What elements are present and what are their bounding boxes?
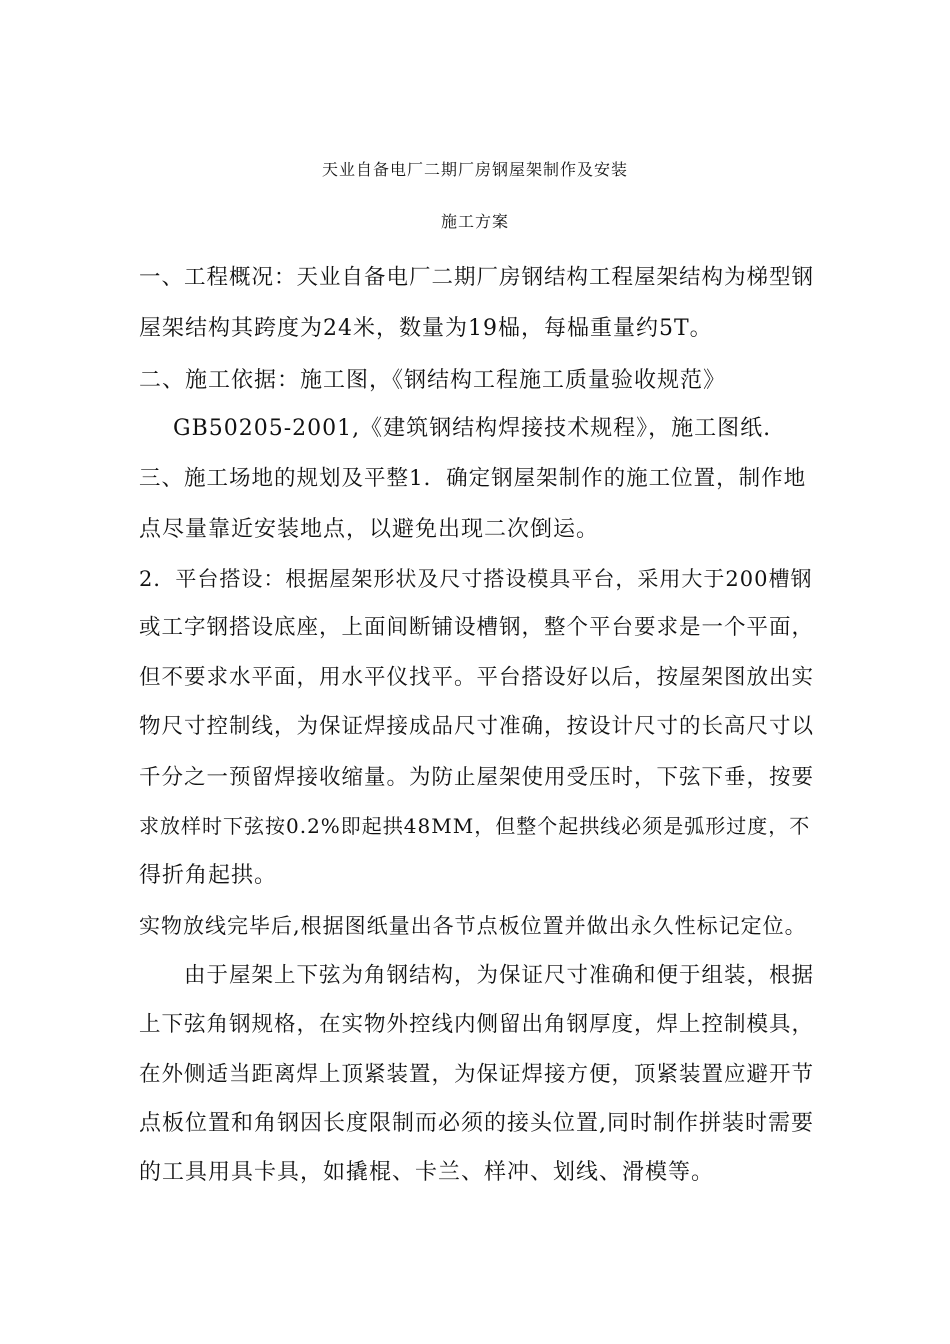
text-line: GB50205-2001,《建筑钢结构焊接技术规程》，施工图纸. bbox=[173, 416, 772, 441]
document-title-line-2: 施工方案 bbox=[440, 212, 509, 231]
text-line: 一、工程概况：天业自备电厂二期厂房钢结构工程屋架结构为梯型钢 bbox=[139, 265, 815, 290]
text-line: 实物放线完毕后,根据图纸量出各节点板位置并做出永久性标记定位。 bbox=[139, 914, 807, 938]
text-line: 上下弦角钢规格，在实物外控线内侧留出角钢厚度，焊上控制模具， bbox=[139, 1012, 815, 1037]
text-line: 得折角起拱。 bbox=[139, 863, 278, 888]
text-line: 物尺寸控制线，为保证焊接成品尺寸准确，按设计尺寸的长高尺寸以 bbox=[139, 714, 815, 739]
text-line: 的工具用具卡具，如撬棍、卡兰、样冲、划线、滑模等。 bbox=[139, 1160, 715, 1185]
text-line: 二、施工依据：施工图，《钢结构工程施工质量验收规范》 bbox=[139, 368, 727, 393]
text-line: 求放样时下弦按0.2%即起拱48MM，但整个起拱线必须是弧形过度，不 bbox=[139, 814, 811, 838]
text-line: 但不要求水平面，用水平仪找平。平台搭设好以后，按屋架图放出实 bbox=[139, 665, 815, 690]
text-line: 点尽量靠近安装地点，以避免出现二次倒运。 bbox=[139, 517, 600, 542]
document-title-line-1: 天业自备电厂二期厂房钢屋架制作及安装 bbox=[321, 160, 628, 179]
text-line: 或工字钢搭设底座，上面间断铺设槽钢，整个平台要求是一个平面， bbox=[139, 615, 815, 640]
text-line: 在外侧适当距离焊上顶紧装置，为保证焊接方便，顶紧装置应避开节 bbox=[139, 1062, 815, 1087]
text-line: 三、施工场地的规划及平整1．确定钢屋架制作的施工位置，制作地 bbox=[139, 466, 807, 491]
text-line: 点板位置和角钢因长度限制而必须的接头位置,同时制作拼装时需要 bbox=[139, 1111, 814, 1136]
text-line: 由于屋架上下弦为角钢结构，为保证尺寸准确和便于组装，根据 bbox=[184, 963, 815, 988]
text-line: 屋架结构其跨度为24米，数量为19榀，每榀重量约5T。 bbox=[139, 316, 713, 341]
text-line: 2．平台搭设：根据屋架形状及尺寸搭设模具平台，采用大于200槽钢 bbox=[139, 567, 813, 591]
text-line: 千分之一预留焊接收缩量。为防止屋架使用受压时，下弦下垂，按要 bbox=[139, 765, 815, 790]
